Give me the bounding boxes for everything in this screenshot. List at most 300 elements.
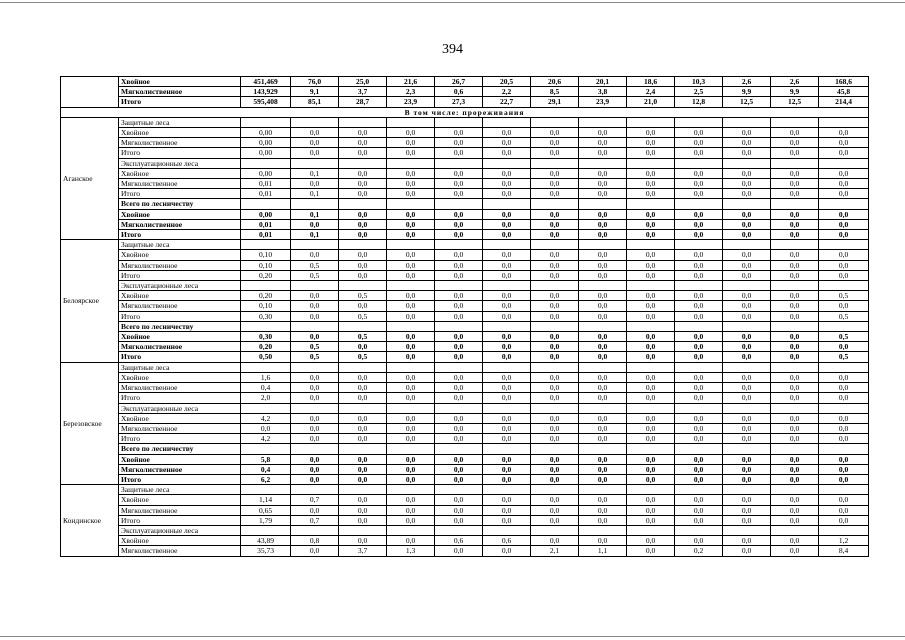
value-cell [531, 444, 579, 454]
forestry-name: Березовское [61, 362, 119, 484]
value-cell: 23,9 [387, 97, 435, 107]
value-cell: 5,8 [241, 454, 291, 464]
value-cell: 0,0 [675, 270, 723, 280]
value-cell: 20,5 [483, 77, 531, 87]
value-cell: 0,0 [387, 383, 435, 393]
row-label: Хвойное [119, 454, 241, 464]
value-cell: 0,0 [627, 270, 675, 280]
value-cell: 0,0 [483, 413, 531, 423]
value-cell: 0,0 [627, 464, 675, 474]
value-cell: 20,6 [531, 77, 579, 87]
value-cell [723, 525, 771, 535]
value-cell [771, 158, 819, 168]
value-cell: 0,0 [579, 413, 627, 423]
value-cell: 0,0 [483, 546, 531, 556]
value-cell: 0,0 [339, 128, 387, 138]
value-cell [723, 485, 771, 495]
value-cell [483, 199, 531, 209]
value-cell: 595,408 [241, 97, 291, 107]
value-cell: 0,0 [723, 413, 771, 423]
table-row [61, 291, 869, 301]
value-cell: 0,0 [241, 423, 291, 433]
value-cell [291, 321, 339, 331]
value-cell: 0,0 [339, 383, 387, 393]
value-cell: 0,5 [291, 352, 339, 362]
value-cell: 0,20 [241, 291, 291, 301]
value-cell: 0,0 [387, 301, 435, 311]
table-row [61, 515, 869, 525]
value-cell [579, 117, 627, 127]
row-label: Мягколиственное [119, 179, 241, 189]
value-cell: 0,0 [819, 464, 869, 474]
table-row [61, 128, 869, 138]
value-cell: 0,0 [435, 209, 483, 219]
value-cell: 0,0 [675, 291, 723, 301]
value-cell: 0,0 [819, 495, 869, 505]
value-cell [771, 240, 819, 250]
value-cell [241, 525, 291, 535]
value-cell: 0,0 [723, 536, 771, 546]
table-row [61, 464, 869, 474]
value-cell: 0,0 [819, 219, 869, 229]
value-cell: 0,0 [723, 260, 771, 270]
value-cell: 0,0 [627, 413, 675, 423]
value-cell: 0,0 [675, 454, 723, 464]
value-cell: 0,0 [435, 372, 483, 382]
table-row [61, 189, 869, 199]
value-cell: 0,0 [387, 291, 435, 301]
value-cell [723, 117, 771, 127]
row-label: Итого [119, 230, 241, 240]
value-cell: 0,0 [531, 168, 579, 178]
value-cell: 2,6 [771, 77, 819, 87]
value-cell: 0,0 [579, 311, 627, 321]
value-cell: 0,0 [771, 230, 819, 240]
value-cell: 0,4 [241, 464, 291, 474]
value-cell [339, 240, 387, 250]
value-cell [627, 362, 675, 372]
value-cell: 0,0 [675, 434, 723, 444]
value-cell: 0,0 [339, 393, 387, 403]
value-cell: 0,0 [579, 138, 627, 148]
value-cell: 0,0 [627, 352, 675, 362]
value-cell [387, 444, 435, 454]
value-cell: 0,0 [771, 505, 819, 515]
value-cell: 0,0 [579, 515, 627, 525]
value-cell: 0,0 [483, 148, 531, 158]
value-cell: 0,0 [483, 464, 531, 474]
value-cell: 0,0 [819, 342, 869, 352]
value-cell: 0,0 [531, 332, 579, 342]
value-cell: 0,0 [771, 291, 819, 301]
value-cell [241, 403, 291, 413]
value-cell: 0,0 [339, 423, 387, 433]
value-cell: 0,01 [241, 230, 291, 240]
value-cell [771, 403, 819, 413]
group-label: Эксплуатационные леса [119, 525, 241, 535]
group-label: Защитные леса [119, 362, 241, 372]
value-cell [435, 485, 483, 495]
row-label: Хвойное [119, 495, 241, 505]
value-cell [435, 199, 483, 209]
value-cell: 0,0 [675, 474, 723, 484]
value-cell: 0,01 [241, 189, 291, 199]
value-cell: 0,0 [387, 270, 435, 280]
value-cell: 0,0 [291, 372, 339, 382]
value-cell: 25,0 [339, 77, 387, 87]
value-cell: 0,0 [483, 352, 531, 362]
value-cell: 0,0 [627, 393, 675, 403]
value-cell: 0,0 [723, 332, 771, 342]
value-cell: 0,0 [771, 219, 819, 229]
value-cell: 0,0 [675, 219, 723, 229]
value-cell: 0,0 [339, 372, 387, 382]
value-cell: 1,14 [241, 495, 291, 505]
value-cell [819, 240, 869, 250]
value-cell: 0,10 [241, 301, 291, 311]
value-cell: 0,0 [339, 464, 387, 474]
value-cell: 0,0 [723, 474, 771, 484]
table-row [61, 87, 869, 97]
value-cell: 0,0 [579, 168, 627, 178]
value-cell: 0,0 [771, 301, 819, 311]
value-cell: 0,0 [435, 128, 483, 138]
value-cell: 0,0 [483, 383, 531, 393]
value-cell: 0,0 [627, 372, 675, 382]
value-cell [531, 321, 579, 331]
value-cell: 0,0 [579, 291, 627, 301]
value-cell: 0,0 [771, 474, 819, 484]
section-row [61, 107, 869, 117]
value-cell: 0,5 [291, 260, 339, 270]
value-cell: 0,0 [387, 464, 435, 474]
table-row [61, 250, 869, 260]
value-cell: 0,0 [387, 413, 435, 423]
group-label: Защитные леса [119, 240, 241, 250]
value-cell [819, 403, 869, 413]
value-cell: 0,0 [579, 342, 627, 352]
value-cell [771, 485, 819, 495]
value-cell: 0,0 [675, 189, 723, 199]
value-cell: 0,0 [531, 372, 579, 382]
value-cell [387, 403, 435, 413]
value-cell: 0,0 [435, 260, 483, 270]
value-cell: 0,0 [483, 372, 531, 382]
value-cell: 0,0 [483, 128, 531, 138]
value-cell: 0,0 [435, 332, 483, 342]
value-cell: 0,0 [723, 128, 771, 138]
value-cell: 0,0 [435, 454, 483, 464]
value-cell: 0,0 [531, 219, 579, 229]
table-row [61, 230, 869, 240]
value-cell [387, 158, 435, 168]
value-cell [483, 485, 531, 495]
value-cell [579, 240, 627, 250]
value-cell [339, 525, 387, 535]
value-cell: 0,0 [819, 260, 869, 270]
value-cell [531, 281, 579, 291]
value-cell: 0,0 [579, 393, 627, 403]
value-cell: 0,0 [579, 505, 627, 515]
value-cell: 0,0 [435, 393, 483, 403]
value-cell: 3,8 [579, 87, 627, 97]
value-cell [819, 362, 869, 372]
value-cell: 0,00 [241, 209, 291, 219]
value-cell: 0,0 [675, 138, 723, 148]
value-cell: 0,0 [435, 474, 483, 484]
value-cell [339, 281, 387, 291]
value-cell: 0,0 [579, 250, 627, 260]
value-cell: 0,0 [771, 546, 819, 556]
row-label: Мягколиственное [119, 505, 241, 515]
value-cell [771, 281, 819, 291]
value-cell: 0,0 [819, 413, 869, 423]
value-cell [387, 281, 435, 291]
value-cell [291, 525, 339, 535]
value-cell: 0,0 [387, 260, 435, 270]
value-cell [579, 403, 627, 413]
value-cell: 0,0 [387, 128, 435, 138]
value-cell: 0,0 [531, 148, 579, 158]
value-cell [675, 485, 723, 495]
value-cell: 0,0 [435, 495, 483, 505]
value-cell: 0,0 [675, 128, 723, 138]
value-cell: 0,0 [723, 291, 771, 301]
value-cell: 0,0 [579, 260, 627, 270]
table-row [61, 270, 869, 280]
value-cell: 1,2 [819, 536, 869, 546]
value-cell: 0,0 [435, 434, 483, 444]
value-cell [819, 444, 869, 454]
value-cell: 0,0 [819, 301, 869, 311]
value-cell [579, 199, 627, 209]
value-cell [531, 158, 579, 168]
value-cell: 0,0 [771, 311, 819, 321]
value-cell: 0,0 [627, 515, 675, 525]
value-cell [675, 240, 723, 250]
value-cell: 0,0 [819, 209, 869, 219]
table-row [61, 311, 869, 321]
value-cell: 0,0 [675, 250, 723, 260]
value-cell: 3,7 [339, 546, 387, 556]
value-cell: 0,0 [339, 342, 387, 352]
value-cell [723, 362, 771, 372]
value-cell: 0,0 [627, 128, 675, 138]
value-cell [339, 158, 387, 168]
value-cell [771, 362, 819, 372]
value-cell [435, 117, 483, 127]
value-cell [531, 403, 579, 413]
value-cell: 0,0 [627, 332, 675, 342]
value-cell [435, 362, 483, 372]
value-cell: 0,0 [771, 148, 819, 158]
group-label: Всего по лесничеству [119, 321, 241, 331]
value-cell: 0,0 [291, 505, 339, 515]
value-cell [531, 240, 579, 250]
value-cell: 0,0 [675, 342, 723, 352]
value-cell: 9,1 [291, 87, 339, 97]
value-cell [291, 240, 339, 250]
value-cell: 0,0 [723, 383, 771, 393]
value-cell [387, 525, 435, 535]
forestry-name: Аганское [61, 117, 119, 239]
value-cell: 0,0 [627, 148, 675, 158]
row-label: Итого [119, 97, 241, 107]
value-cell: 0,30 [241, 311, 291, 321]
value-cell: 43,89 [241, 536, 291, 546]
value-cell: 0,5 [339, 352, 387, 362]
value-cell: 0,0 [627, 311, 675, 321]
value-cell: 0,0 [627, 434, 675, 444]
forestry-cell [61, 77, 119, 108]
value-cell: 0,0 [483, 250, 531, 260]
value-cell: 85,1 [291, 97, 339, 107]
value-cell: 0,0 [675, 536, 723, 546]
value-cell: 0,0 [723, 372, 771, 382]
value-cell [387, 362, 435, 372]
value-cell: 0,0 [291, 250, 339, 260]
value-cell: 0,0 [771, 536, 819, 546]
row-label: Мягколиственное [119, 138, 241, 148]
value-cell [531, 485, 579, 495]
value-cell [387, 321, 435, 331]
value-cell [627, 525, 675, 535]
group-label: Всего по лесничеству [119, 199, 241, 209]
value-cell: 0,0 [339, 515, 387, 525]
value-cell: 0,0 [483, 393, 531, 403]
value-cell: 0,0 [339, 505, 387, 515]
value-cell: 0,0 [531, 209, 579, 219]
table-row [61, 97, 869, 107]
group-label: Защитные леса [119, 117, 241, 127]
value-cell: 0,0 [291, 474, 339, 484]
row-label: Хвойное [119, 77, 241, 87]
value-cell: 0,0 [771, 260, 819, 270]
value-cell: 9,9 [723, 87, 771, 97]
value-cell: 0,0 [531, 260, 579, 270]
value-cell: 0,0 [387, 454, 435, 464]
table-row [61, 158, 869, 168]
value-cell: 21,6 [387, 77, 435, 87]
row-label: Мягколиственное [119, 87, 241, 97]
row-label: Итого [119, 515, 241, 525]
value-cell: 0,0 [723, 270, 771, 280]
value-cell [723, 321, 771, 331]
value-cell [291, 403, 339, 413]
value-cell: 0,0 [723, 505, 771, 515]
row-label: Хвойное [119, 413, 241, 423]
value-cell: 0,0 [579, 332, 627, 342]
value-cell: 0,0 [819, 372, 869, 382]
value-cell: 0,0 [387, 219, 435, 229]
row-label: Хвойное [119, 536, 241, 546]
table-row [61, 342, 869, 352]
forestry-name: Белоярское [61, 240, 119, 362]
value-cell: 0,2 [675, 546, 723, 556]
value-cell: 0,4 [241, 383, 291, 393]
value-cell: 0,00 [241, 168, 291, 178]
value-cell: 0,0 [291, 434, 339, 444]
value-cell: 0,0 [531, 179, 579, 189]
value-cell: 28,7 [339, 97, 387, 107]
value-cell: 0,65 [241, 505, 291, 515]
value-cell: 0,0 [387, 536, 435, 546]
value-cell: 0,0 [627, 342, 675, 352]
table-row [61, 117, 869, 127]
value-cell [819, 281, 869, 291]
row-label: Хвойное [119, 291, 241, 301]
value-cell [387, 199, 435, 209]
value-cell: 168,6 [819, 77, 869, 87]
table-row [61, 352, 869, 362]
value-cell: 0,0 [723, 546, 771, 556]
value-cell: 0,0 [771, 342, 819, 352]
value-cell: 0,0 [483, 505, 531, 515]
value-cell: 0,0 [579, 179, 627, 189]
value-cell [241, 158, 291, 168]
value-cell [241, 240, 291, 250]
table-row [61, 148, 869, 158]
value-cell [483, 240, 531, 250]
table-row [61, 495, 869, 505]
table-row [61, 536, 869, 546]
value-cell: 0,0 [819, 423, 869, 433]
value-cell: 0,0 [483, 138, 531, 148]
value-cell: 0,0 [675, 383, 723, 393]
value-cell [819, 321, 869, 331]
value-cell: 0,0 [387, 423, 435, 433]
value-cell: 0,0 [291, 179, 339, 189]
value-cell: 0,0 [339, 434, 387, 444]
table-row [61, 240, 869, 250]
value-cell: 0,0 [531, 189, 579, 199]
value-cell: 0,0 [771, 209, 819, 219]
value-cell [241, 199, 291, 209]
value-cell: 0,0 [771, 393, 819, 403]
value-cell: 0,0 [771, 189, 819, 199]
value-cell: 0,0 [723, 311, 771, 321]
value-cell [675, 362, 723, 372]
value-cell: 0,0 [291, 291, 339, 301]
row-label: Итого [119, 352, 241, 362]
value-cell [771, 321, 819, 331]
value-cell: 0,0 [483, 291, 531, 301]
row-label: Итого [119, 148, 241, 158]
row-label: Мягколиственное [119, 423, 241, 433]
value-cell: 0,0 [291, 413, 339, 423]
value-cell: 0,0 [483, 423, 531, 433]
value-cell: 0,0 [531, 464, 579, 474]
value-cell: 0,00 [241, 148, 291, 158]
value-cell: 0,0 [435, 505, 483, 515]
value-cell: 0,0 [675, 179, 723, 189]
row-label: Хвойное [119, 372, 241, 382]
value-cell: 0,0 [675, 515, 723, 525]
value-cell [819, 485, 869, 495]
value-cell: 0,0 [579, 536, 627, 546]
table-row [61, 332, 869, 342]
value-cell: 0,30 [241, 332, 291, 342]
value-cell: 0,0 [291, 219, 339, 229]
value-cell: 0,0 [579, 423, 627, 433]
table-row [61, 168, 869, 178]
value-cell: 0,0 [627, 219, 675, 229]
value-cell: 0,0 [387, 332, 435, 342]
value-cell: 0,0 [435, 179, 483, 189]
forest-thinning-table [60, 76, 869, 557]
value-cell: 29,1 [531, 97, 579, 107]
value-cell: 0,0 [435, 423, 483, 433]
